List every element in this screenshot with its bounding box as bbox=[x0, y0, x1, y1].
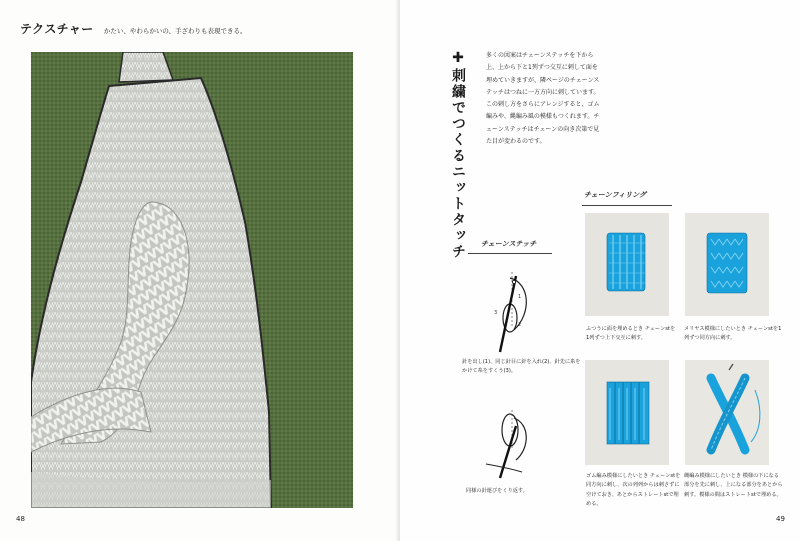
intro-paragraph: 多くの図案はチェーンステッチを下から上、上から下と1列ずつ交互に刺して面を埋めていきますが、隣ページのチェーンステッチはつねに一方方向に刺しています。この刺し方をさらにアレンジすると、ゴム編みや、縄編み風の模様もつくれます。チェーンステッチはチェーンの向き次第で見た目が変わるのです。 bbox=[486, 52, 600, 146]
chain-filling-underline bbox=[582, 205, 672, 206]
svg-text:1: 1 bbox=[518, 294, 522, 300]
filling-sample-rib bbox=[585, 360, 669, 465]
page-number-right: 49 bbox=[776, 515, 785, 523]
svg-text:3: 3 bbox=[494, 310, 498, 316]
chain-stitch-caption-2: 同様の針運びをくり返す。 bbox=[466, 488, 528, 494]
page-number-left: 48 bbox=[16, 515, 25, 523]
vertical-title-text: 刺繍でつくるニットタッチ bbox=[450, 68, 466, 260]
filling-caption-alternating: ふつうに面を埋めるとき チェーンstを1列ずつ上下交互に刺す。 bbox=[586, 326, 676, 342]
svg-text:2: 2 bbox=[518, 322, 522, 328]
chain-stitch-label: チェーンステッチ bbox=[481, 240, 537, 248]
chain-stitch-underline bbox=[468, 253, 552, 254]
section-subtitle: かたい、やわらかいの、手ざわりも表現できる。 bbox=[103, 27, 247, 35]
filling-caption-cable: 縄編み模様にしたいとき 模様の下になる部分を先に刺し、上になる部分をあとから刺す。模様の間はストレートstで埋める。 bbox=[684, 473, 783, 498]
chain-stitch-caption-1: 針を出し(1)、同じ針目に針を入れ(2)、針先に糸をかけて糸をすくう(3)。 bbox=[462, 359, 581, 375]
section-title: テクスチャー bbox=[20, 22, 94, 36]
filling-caption-rib: ゴム編み模様にしたいとき チェーンstを同方向に刺し、次の列列からは刺さずに空けておき、あとからストレートstで埋める。 bbox=[586, 473, 681, 507]
chain-stitch-diagram-2 bbox=[478, 404, 538, 482]
section-header bbox=[20, 20, 247, 37]
filling-sample-cable bbox=[685, 360, 769, 465]
chain-stitch-diagram-1 bbox=[470, 268, 540, 358]
knit-embroidery-photo bbox=[31, 52, 353, 508]
vertical-title bbox=[448, 50, 468, 260]
plus-mark-icon: ✚ bbox=[450, 50, 466, 68]
filling-sample-alternating bbox=[585, 213, 669, 316]
filling-sample-stockinette bbox=[685, 213, 769, 316]
filling-caption-stockinette: メリヤス模様にしたいとき チェーンstを1列ずつ同方向に刺す。 bbox=[684, 326, 782, 342]
chain-filling-label: チェーンフィリング bbox=[584, 191, 646, 199]
